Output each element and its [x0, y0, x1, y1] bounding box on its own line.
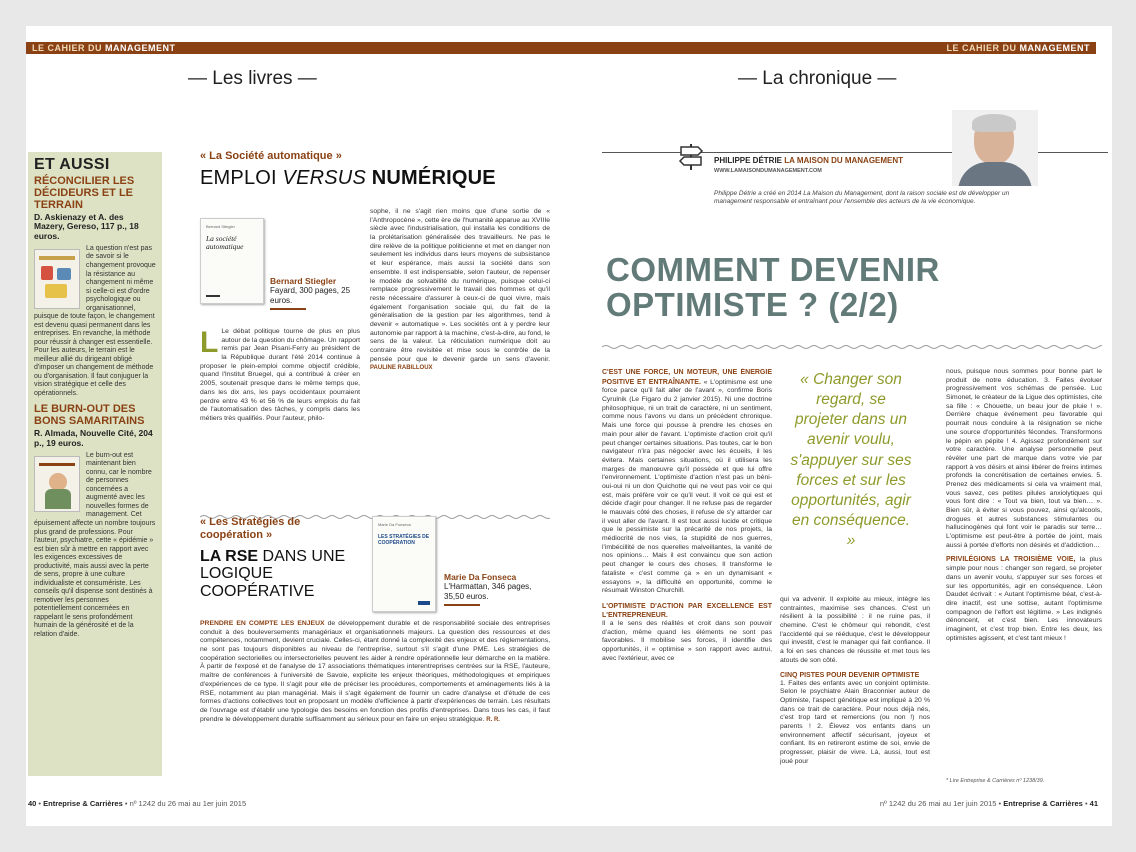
book-cover: Bernard Stiegler La société automatique [200, 218, 264, 304]
column-3: nous, puisque nous sommes pour bonne part le produit de notre éducation. 3. Faites évoluer progressivement vos schémas de pensée. Luc Simonet, le créateur de la Ligue des optimistes, cite sa fille : « Chouette, un beau jour de pluie ! ». Derrière chaque événement peu favorable qui pourrait nous conduire à la résignation se niche une source d'opportunités fécondes. Transformons le pépin en pépite ! 4. Agissez profondément sur votre caractère. Une analyse personnelle peut révéler une part de marque dans votre vie par rapport à vos désirs et ainsi libérer de freins intimes profonds la concrétisation de certaines envies. 5. Prenez des médicaments si cela va vraiment mal, vous savez, ces petites pilules anxiolytiques qui vous font dire : « Tout va bien, tout va bien… ». Bien sûr, à éviter si vous pouvez, ainsi qu'alcools, drogues et autres substances stimulantes ou hallucinogènes qui font voir le paradis sur terre… L'optimisme est peut-être à portée de joint, mais aussi à portée d'efforts non désirés et d'addiction… PRIVILÉGIONS LA TROISIÈME VOIE, la plus simple pour nous : changer son regard, se projeter dans un avenir voulu, s'appuyer sur ses forces et sur les opportunités, agir en conséquence. Léon Daudet écrivait : « Autant l'optimisme béat, c'est-à-dire inactif, est une sottise, autant l'optimisme compagnon de l'effort est légitime. » Les indignés dénoncent, et c'est bien. Les innovateurs imaginent, et c'est trop bien. Entre les deux, les optimistes agissent, et c'est tant mieux ! [946, 368, 1102, 642]
sidebar-item-title: RÉCONCILIER LES DÉCIDEURS ET LE TERRAIN [34, 175, 135, 211]
section-band: LE CAHIER DU MANAGEMENT [26, 42, 576, 54]
sidebar-item-meta: R. Almada, Nouvelle Cité, 204 p., 19 euros. [34, 428, 153, 448]
section-title: — Les livres — [188, 68, 317, 89]
book-info: Bernard Stiegler Fayard, 300 pages, 25 euros. [270, 276, 356, 310]
article-headline: LA RSE DANS UNE LOGIQUE COOPÉRATIVE [200, 548, 346, 600]
left-page [26, 26, 576, 826]
article-body-col1: L Le débat politique tourne de plus en plus autour de la question du chômage. Un rapport remis par Jean Pisani-Ferry au président de la République durant l'été 2014 continue à proposer le plein-emploi comme objectif crédible, quand l'Institut Bruegel, qui a contribué à créer en 2005, soutenait presque dans le même temps que, dans les dix ans, les pays occidentaux pourraient perdre entre 43 % et 56 % de leurs emplois du fait de l'automatisation des tâches, y compris dans les métiers très qualifiés. Pour l'auteur, philo- [200, 326, 361, 422]
page-folio: 40 • Entreprise & Carrières • nº 1242 du 26 mai au 1er juin 2015 [28, 799, 247, 808]
footnote: * Lire Entreprise & Carrières nº 1238/39. [946, 778, 1045, 784]
column-1: C'EST UNE FORCE, UN MOTEUR, UNE ÉNERGIE POSITIVE ET ENTRAÎNANTE. « L'optimisme est une force parce qu'il fait aller de l'avant », confirme Boris Cyrulnik (Le Figaro du 2 janvier 2015). Ni une doctrine philosophique, ni un trait de caractère, ni un sentiment, comme nous l'avons vu dans un précédent chronique. Mais une force qui pousse à prendre les choses en main pour aller de l'avant. L'optimiste d'action croit qu'il peut changer certaines situations. Pas toutes, car le bon navigateur n'ira pas négocier avec les écueils, il les évitera. Mais certaines situations, où il utilisera les marges de manœuvre qu'il possède et que lui offre l'environnement. L'optimiste d'action n'est pas un béni-oui-oui ni un don Quichotte qui ne veut pas voir ce qui est, mais préfère voir ce qu'il veut. Il voit ce qui est et décide d'agir pour changer. Il ne refuse pas de regarder le mauvais côté des choses, il refuse de s'y attarder car il veut aller de l'avant. Il est tout aussi lucide et critique que le pessimiste sur la précarité de nos projets, la médiocrité de nos vies, la stupidité de nos guerres, l'imbécillité de nos querelles malveillantes, la vanité de nos opinions… Mais il est convaincu que son action peut changer le cours des choses. Il transforme le fataliste « c'est comme ça » en un dynamisant « essayons », la difficulté en opportunité, comme le résumait Winston Churchill. L'OPTIMISTE D'ACTION PAR EXCELLENCE EST L'ENTREPRENEUR. Il a le sens des réalités et croit dans son pouvoir d'action, même quand les éléments ne sont pas favorables. Il mobilise ses forces, il identifie des opportunités, il « optimise » son rapport avec autrui, avec l'extérieur, avec ce [602, 369, 772, 662]
divider [602, 344, 1102, 350]
page-folio: nº 1242 du 26 mai au 1er juin 2015 • Entreprise & Carrières • 41 [879, 799, 1098, 808]
article-body-col2: sophe, il ne s'agit rien moins que d'une sortie de « l'Anthropocène », cette ère de l'humanité apparue au XVIIIe siècle avec l'industrialisation, qui installa les conditions de la prolétarisation généralisée des travailleurs. Ne pas le dire relève de la politique politicienne et met en danger non seulement les individus dans leurs moyens de subsistance et leur espérance, mais aussi la société dans son ensemble. Il est indispensable, selon l'auteur, de repenser le modèle de solvabilité du numérique, puisque celui-ci remplace progressivement le travail des hommes et qu'il reste nécessaire d'assurer à ceux-ci de quoi vivre, mais également l'organisation sociale qui, du fait de la généralisation de la gestion par les algorithmes, tend à devenir « automatique ». Les sociétés ont à y perdre leur autonomie par rapport à la machine, c'est-à-dire, au fond, le sens de la valeur. La réticulation numérique doit au contraire être revisitée et mise sous le contrôle de la pensée pour que le devenir garde un sens d'avenir. PAULINE RABILLOUX [370, 208, 551, 372]
columnist-name: PHILIPPE DÉTRIE LA MAISON DU MANAGEMENT [714, 156, 904, 165]
signpost-icon [678, 142, 704, 172]
sidebar-item-body: La question n'est pas de savoir si le changement provoque la résistance au changement ni même si celle-ci est d'ordre psychologique ou organisationnel, puisque de toute façon, le changement est devenu quasi permanent dans les entreprises. En revanche, la méthode pour réussir à changer est essentielle. Pour les auteurs, le terrain est le meilleur allié du dirigeant obligé d'imposer un changement de méthode ou d'organisation. Il faut conjuguer la vision stratégique et celle des opérationnels. [34, 244, 156, 397]
article-body: PRENDRE EN COMPTE LES ENJEUX de développement durable et de responsabilité sociale des entreprises conduit à des bouleversements managériaux et organisationnels majeurs. La question des ressources et des compétences, notamment, devient cruciale. Celles-ci, étant donné la complexité des enjeux et des réglementations, ne sont pas toujours disponibles au niveau de l'entreprise, surtout s'il s'agit d'une PME. Les stratégies de coopération sectorielles ou intersectorielles peuvent les aider à rendre opérationnelle leur démarche en la matière. À partir de l'exposé et de l'analyse de 17 associations thématiques interentreprises centrées sur la RSE, l'auteure, maître de conférences à l'université de Savoie, explicite les enjeux théoriques, méthodologiques et empiriques d'expériences de ce type. Il s'agit pour elle de préciser les procédures, comportements et aménagements liés à la RSE, notamment au plan managérial. Mais il s'agit également de fournir un cadre d'analyse et d'étude de ces formes d'actions collectives tout en proposant un modèle d'efficience à partir d'expériences de terrain. Les résultats de l'ouvrage est d'établir une typologie des besoins en fonction des profils d'entreprises. Dans tous les cas, il faut prendre le développement durable suffisamment au sérieux pour en faire un enjeu stratégique. R. R. [200, 620, 550, 723]
article-kicker: « La Société automatique » [200, 150, 342, 162]
pull-quote: « Changer son regard, se projeter dans un avenir voulu, s'appuyer sur ses forces et sur les opportunités, agir en conséquence. » [790, 371, 912, 550]
sidebar-et-aussi [28, 152, 162, 776]
sidebar-item-meta: D. Askienazy et A. des Mazery, Gereso, 117 p., 18 euros. [34, 211, 139, 242]
columnist-photo [952, 110, 1038, 186]
right-page [566, 26, 1112, 826]
section-title: — La chronique — [738, 68, 897, 89]
book-thumbnail [34, 249, 80, 309]
columnist-bio: Philippe Détrie a créé en 2014 La Maison du Management, dont la raison sociale est de développer un management responsable et entraînant pour l'ensemble des acteurs de la vie économique. [714, 190, 1010, 206]
book-cover: Marie Da Fonseca LES STRATÉGIES DE COOPÉRATION [372, 516, 436, 612]
article-kicker: « Les Stratégies de coopération » [200, 516, 301, 542]
section-band: LE CAHIER DU MANAGEMENT [566, 42, 1096, 54]
columnist-url: WWW.LAMAISONDUMANAGEMENT.COM [714, 168, 822, 174]
article-headline: EMPLOI VERSUS NUMÉRIQUE [200, 167, 496, 189]
column-2: qui va advenir. Il exploite au mieux, intègre les contraintes, maximise ses chances. C'est un résilient à la possibilité : il ne ruine pas, il chemine. C'est le chômeur qui rebondit, c'est l'accidenté qui se rééduque, c'est le développeur qui investit, c'est le manager qui fait confiance. Il a foi en ses chances de réussite et met tous les atouts de son côté. CINQ PISTES POUR DEVENIR OPTIMISTE 1. Faites des enfants avec un conjoint optimiste. Selon le psychiatre Alain Braconnier auteur de Optimiste, l'aspect génétique est impliqué à 20 % dans ce trait de caractère. Pour nous déjà nés, c'est trop tard et remercions (ou non !) nos parents ! 2. Élevez vos enfants dans un environnement affectif sécurisant, joyeux et confiant. Ils en retireront estime de soi, envie de progresser, plaisir de vivre. Là, aussi, tout est joué pour [780, 596, 930, 765]
book-thumbnail [34, 456, 80, 512]
sidebar-heading: ET AUSSI [34, 156, 110, 173]
article-title: COMMENT DEVENIR OPTIMISTE ? (2/2) [606, 251, 940, 324]
book-info: Marie Da Fonseca L'Harmattan, 346 pages, 35,50 euros. [444, 572, 544, 606]
sidebar-item-body: Le burn-out est maintenant bien connu, car le nombre de personnes concernées a augmenté avec les nouvelles formes de management. Cet épuisement affecte un nombre toujours plus grand de professions. Pour l'auteur, psychiatre, cette « épidémie » est bien sûr à mettre en rapport avec les exigences excessives de productivité, mais aussi avec la perte de sens, propre à une culture individualiste et consumériste. Les conseils qu'il dispense sont destinés à remotiver les personnes potentiellement concernées en rappelant le sens profondément humain de la générosité et de la relation d'aide. [34, 451, 156, 638]
sidebar-item-title: LE BURN-OUT DES BONS SAMARITAINS [34, 403, 145, 428]
